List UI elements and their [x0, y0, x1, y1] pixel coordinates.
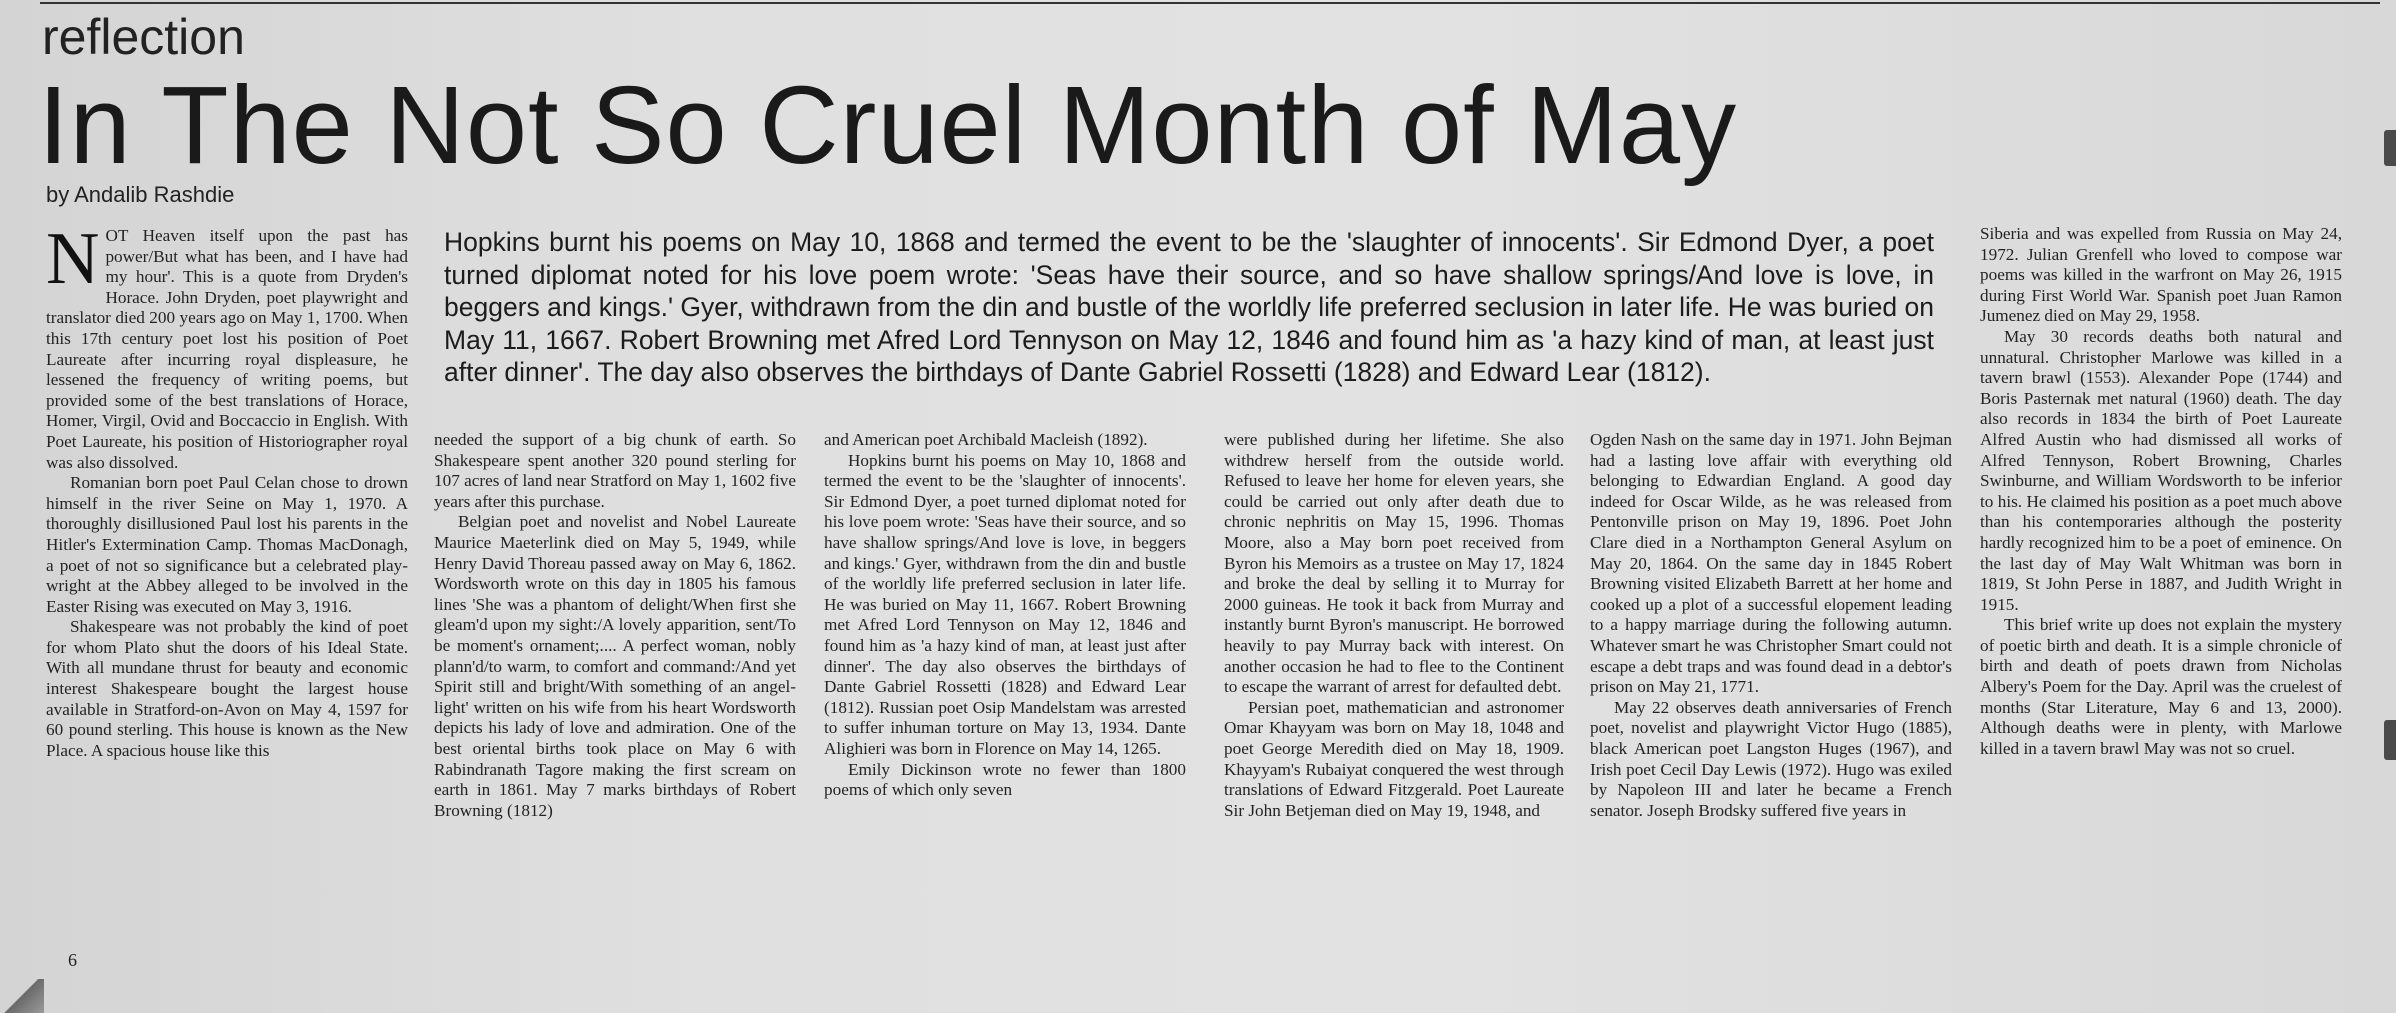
paragraph: Hopkins burnt his poems on May 10, 1868 and termed the event to be the 'slaughter of innocents'. Sir Edmond Dyer, a poet turned diplomat noted for his love poem wrote: 'Seas have their source, and so have shallow springs/And love is love, in beggers and kings.' Gyer, withdrawn from the din and bustle of the worldly life preferred seclusion in later life. He was buried on May 11, 1667. Robert Browning met Afred Lord Tennyson on May 12, 1846 and found him as 'a hazy kind of man, at least just after dinner'. The day also observes the birthdays of Dante Gabriel Rossetti (1828) and Edward Lear (1812). Russian poet Osip Mandelstam was arrested to suffer inhuman torture on May 13, 1934. Dante Alighieri was born in Florence on May 14, 1265.	[824, 450, 1186, 758]
paragraph: Shakespeare was not probably the kind of poet for whom Plato shut the doors of his Ideal State. With all mundane thrust for beauty and economic interest Shakespeare bought the largest house available in Stratford-on-Avon on May 4, 1597 for 60 pound sterling. This house is known as the New Place. A spacious house like this	[46, 617, 408, 760]
paragraph: Emily Dickinson wrote no fewer than 1800 poems of which only seven	[824, 759, 1186, 800]
pull-quote: Hopkins burnt his poems on May 10, 1868 and termed the event to be the 'slaughter of innocents'. Sir Edmond Dyer, a poet turned diplomat noted for his love poem wrote: 'Seas have their source, and so have shallow springs/And love is love, in beggers and kings.' Gyer, withdrawn from the din and bustle of the worldly life preferred seclusion in later life. He was buried on May 11, 1667. Robert Browning met Afred Lord Tennyson on May 12, 1846 and found him as 'a hazy kind of man, at least just after dinner'. The day also observes the birthdays of Dante Gabriel Rossetti (1828) and Edward Lear (1812).	[444, 227, 1934, 387]
column-4	[1224, 430, 1564, 821]
column-6	[1980, 224, 2342, 759]
paragraph: Belgian poet and novelist and Nobel Laureate Maurice Maeterlink died on May 5, 1949, while Henry David Thoreau passed away on May 6, 1862. Wordsworth wrote on this day in 1805 his famous lines 'She was a phantom of delight/When first she gleam'd upon my sight:/A lovely apparition, sent/To be moment's ornament;.... A perfect woman, nobly plann'd/to warm, to comfort and command:/And yet Spirit still and bright/With something of an angel-light' written on his wife from his heart Wordsworth depicts his lady of love and admiration. One of the best oriental births took place on May 6 with Rabindranath Tagore making the first scream on earth in 1861. May 7 marks birthdays of Robert Browning (1812)	[434, 512, 796, 820]
binder-tab-top	[2384, 130, 2396, 166]
page-number: 6	[68, 950, 77, 970]
paragraph: May 22 observes death anniversaries of French poet, novelist and playwright Victor Hugo (1885), black American poet Langston Huges (1967), and Irish poet Cecil Day Lewis (1972). Hugo was exiled by Napoleon III and later he became a French senator. Joseph Brodsky suffered five years in	[1590, 697, 1952, 820]
column-1	[46, 218, 408, 761]
column-3	[824, 430, 1186, 801]
section-kicker: reflection	[42, 9, 245, 65]
paragraph: Romanian born poet Paul Celan chose to drown himself in the river Seine on May 1, 1970. A thoroughly disillusioned Paul lost his parents in the Hitler's Extermination Camp. Thomas MacDonagh, a poet of not so significance but a celebrated play-wright at the Abbey alleged to be involved in the Easter Rising was executed on May 3, 1916.	[46, 473, 408, 616]
paragraph: Persian poet, mathematician and astronomer Omar Khayyam was born on May 18, 1048 and poet George Meredith died on May 18, 1909. Khayyam's Rubaiyat conquered the west through translations of Edward Fitzgerald. Poet Laureate Sir John Betjeman died on May 19, 1948, and	[1224, 697, 1564, 820]
column-5	[1590, 430, 1952, 821]
paragraph: May 30 records deaths both natural and unnatural. Christopher Marlowe was killed in a tavern brawl (1553). Alexander Pope (1744) and Boris Pasternak met natural (1960) death. The day also records in 1834 the birth of Poet Laureate Alfred Austin who had dismissed all works of Alfred Tennyson, Robert Browning, Charles Swinburne, and William Wordsworth to be inferior to his. He claimed his position as a poet much above than his contemporaries although the posterity hardly recognized him to be a poet of eminence. On the last day of May Walt Whitman was born in 1819, St John Perse in 1887, and Judith Wright in 1915.	[1980, 326, 2342, 614]
column-2	[434, 430, 796, 821]
paragraph: This brief write up does not explain the mystery of poetic birth and death. It is a simple chronicle of birth and death of poets drawn from Nicholas Albery's Poem for the Day. April was the cruelest of months (Star Literature, May 6 and 13, 2000). Although deaths were in plenty, with Marlowe killed in a tavern brawl May was not so cruel.	[1980, 615, 2342, 758]
paragraph: NOT Heaven itself upon the past has power/But what has been, and I have had my hour'. This is a quote from Dryden's Horace. John Dryden, poet playwright and translator died 200 years ago on May 1, 1700. When this 17th century poet lost his position of Poet Laureate after incurring royal displeasure, he lessened the frequency of writing poems, but provided some of the best translations of Horace, Homer, Virgil, Ovid and Boccaccio in English. With Poet Laureate, his position of Historiographer royal was also dissolved.	[46, 218, 408, 472]
paragraph: and American poet Archibald Macleish (1892).	[824, 430, 1148, 449]
byline: by Andalib Rashdie	[46, 182, 235, 207]
drop-cap: N	[46, 218, 100, 300]
paragraph: Siberia and was expelled from Russia on May 24, 1972. Julian Grenfell who loved to compose war poems was killed in the warfront on May 26, 1915 during First World War. Spanish poet Juan Ramon Jumenez died on May 29, 1958.	[1980, 224, 2342, 326]
paragraph: needed the support of a big chunk of earth. So Shakespeare spent another 320 pound sterling for 107 acres of land near Stratford on May 1, 1602 five years after this purchase.	[434, 430, 796, 511]
paragraph: Ogden Nash on the same day in 1971. John Bejman had a lasting love affair with everything old belonging to Edwardian England. A good day indeed for Oscar Wilde, as he was released from Pentonville prison on May 19, 1896. Poet John Clare died in a Northampton General Asylum on May 20, 1864. On the same day in 1845 Robert Browning visited Elizabeth Barrett at her home and cooked up a plot of a successful elopement leading to a happy marriage during the following autumn. Whatever smart he was Christopher Smart could not escape a debt traps and was found dead in a debtor's prison on May 21, 1771.	[1590, 430, 1952, 697]
article-title: In The Not So Cruel Month of May	[38, 64, 1738, 187]
binder-tab-bottom	[2384, 720, 2396, 760]
top-rule	[40, 2, 2380, 4]
folded-corner	[0, 979, 44, 1013]
paragraph: were published during her lifetime. She also withdrew herself from the outside world. Refused to leave her home for eleven years, she could be carried out only after death due to chronic nephritis on May 15, 1996. Thomas Moore, also a May born poet received from Byron his Memoirs as a trustee on May 17, 1824 and broke the deal by selling it to Murray for 2000 guineas. He took it back from Murray and instantly burnt Byron's manuscript. He borrowed heavily to pay Murray back with interest. On another occasion he had to flee to the Continent to escape the warrant of arrest for defaulted debt.	[1224, 430, 1564, 697]
